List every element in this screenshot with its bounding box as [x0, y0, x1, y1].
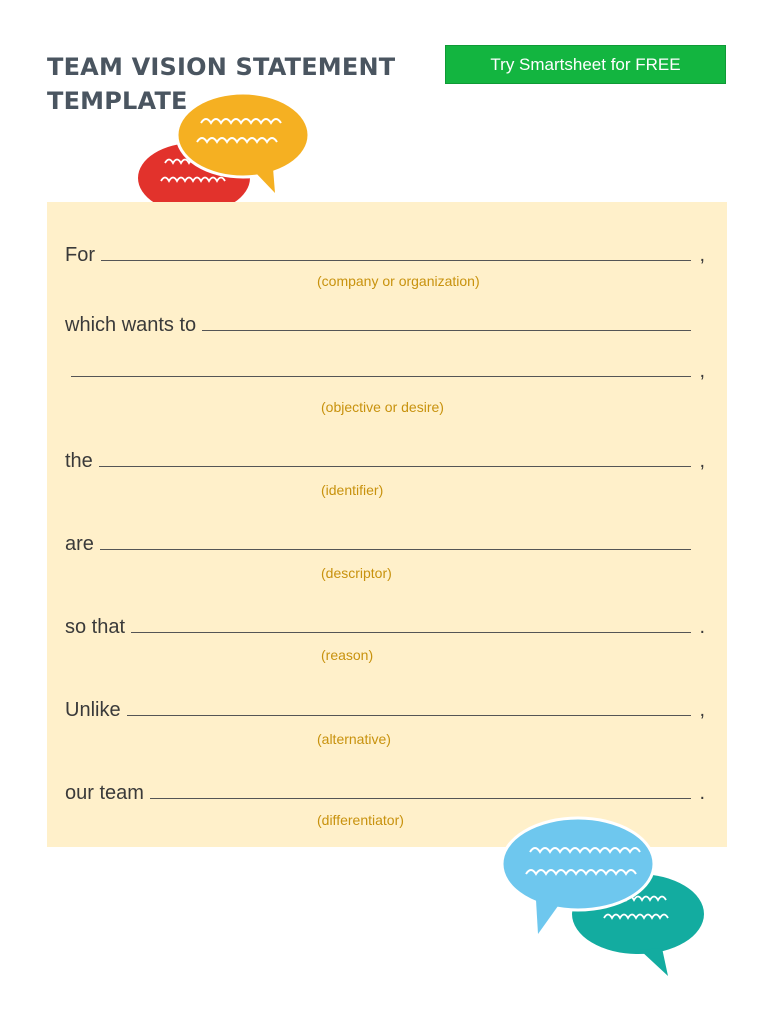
alternative-input-line[interactable]: [127, 714, 691, 716]
form-row-the: the ,: [65, 450, 705, 472]
company-input-line[interactable]: [101, 259, 691, 261]
hint-identifier: (identifier): [321, 482, 384, 498]
page-title: TEAM VISION STATEMENT TEMPLATE: [47, 53, 396, 115]
objective-input-line[interactable]: [202, 329, 691, 331]
vision-form-panel: [47, 202, 727, 847]
objective-input-line-2[interactable]: [71, 375, 691, 377]
row-label: For: [65, 244, 95, 266]
hint-differentiator: (differentiator): [317, 812, 404, 828]
row-label: the: [65, 450, 93, 472]
form-row-so-that: so that .: [65, 616, 705, 638]
form-row-which-wants-to: [65, 308, 705, 336]
hint-objective: (objective or desire): [321, 399, 444, 415]
speech-bubbles-bottom-icon: [500, 812, 710, 982]
hint-company: (company or organization): [317, 273, 480, 289]
form-row-for: For ,: [65, 244, 705, 266]
form-row-unlike: Unlike ,: [65, 699, 705, 721]
differentiator-input-line[interactable]: [150, 797, 691, 799]
hint-alternative: (alternative): [317, 731, 391, 747]
form-row-objective-continued: ,: [65, 354, 705, 382]
row-label: Unlike: [65, 699, 121, 721]
form-row-are: [65, 527, 705, 555]
try-smartsheet-button[interactable]: Try Smartsheet for FREE: [445, 45, 726, 84]
row-label: our team: [65, 782, 144, 804]
reason-input-line[interactable]: [131, 631, 691, 633]
hint-descriptor: (descriptor): [321, 565, 392, 581]
row-label: which wants to: [65, 314, 197, 336]
form-row-our-team: our team .: [65, 782, 705, 804]
hint-reason: (reason): [321, 647, 374, 663]
descriptor-input-line[interactable]: [100, 548, 691, 550]
identifier-input-line[interactable]: [99, 465, 691, 467]
row-label: are: [65, 533, 94, 555]
row-label: so that: [65, 616, 126, 638]
